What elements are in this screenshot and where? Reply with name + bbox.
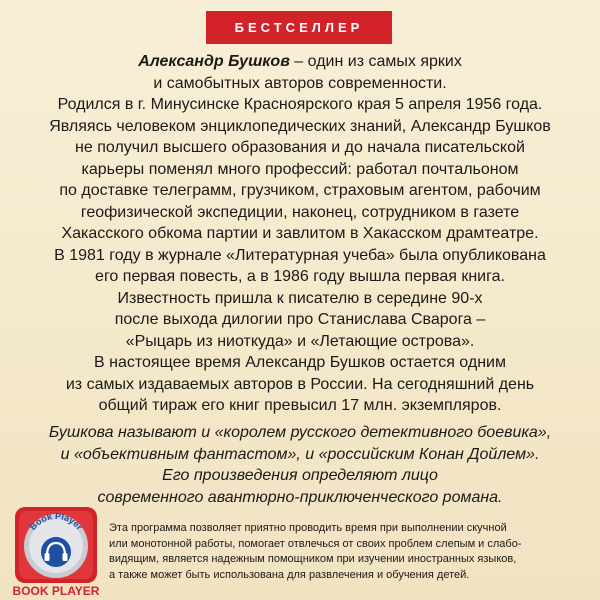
author-biography — [20, 51, 580, 417]
bio-line: после выхода дилогии про Станислава Сварога – — [114, 311, 486, 328]
quote-line: Его произведения определяют лицо — [162, 467, 438, 484]
bestseller-banner — [206, 11, 392, 44]
quote-line: современного авантюрно-приключенческого романа. — [97, 488, 503, 506]
quote-line: Бушкова называют и «королем русского детективного боевика», — [48, 424, 552, 441]
footer-line: или монотонной работы, помогает отвлечься от своих проблем слепым и слабо- — [109, 537, 522, 550]
bio-line-1-rest: – один из самых ярких — [289, 53, 462, 70]
bio-line: В настоящее время Александр Бушков остается одним — [94, 354, 506, 371]
footer-line: а также может быть использована для развлечения и обучения детей. — [109, 568, 470, 581]
logo-caption: BOOK PLAYER — [12, 584, 100, 598]
logo-ring-text: Book Player — [27, 510, 85, 532]
bio-line: Являясь человеком энциклопедических знаний, Александр Бушков — [49, 117, 551, 135]
logo-blue-center — [41, 537, 71, 567]
bio-line: не получил высшего образования и до начала писательской — [75, 139, 525, 156]
bio-line: Известность пришла к писателю в середине 90-х — [117, 289, 483, 307]
footer-line: видящим, является надежным помощником при изучении иностранных языков, — [109, 553, 517, 565]
bio-line: по доставке телеграмм, грузчиком, страховым агентом, рабочим — [59, 182, 541, 199]
bio-line: из самых издаваемых авторов в России. На сегодняшний день — [65, 375, 535, 393]
bestseller-label: БЕСТСЕЛЛЕР — [234, 20, 364, 35]
bio-line: В 1981 году в журнале «Литературная учеба» была опубликована — [54, 246, 546, 264]
bio-line: карьеры поменял много профессий: работал почтальоном — [81, 160, 519, 178]
bio-line: и самобытных авторов современности. — [153, 74, 447, 92]
bio-line: Родился в г. Минусинске Красноярского края 5 апреля 1956 года. — [57, 96, 543, 113]
book-player-logo — [14, 506, 98, 584]
author-name: Александр Бушков — [138, 53, 290, 70]
bio-line: Хакасского обкома партии и завлитом в Хакасском драмтеатре. — [61, 225, 539, 242]
bio-line-1 — [20, 51, 580, 73]
author-quote — [20, 422, 580, 508]
bio-line: геофизической экспедиции, наконец, сотрудником в газете — [80, 203, 520, 221]
footer-line: Эта программа позволяет приятно проводить время при выполнении скучной — [109, 522, 507, 534]
bio-line: «Рыцарь из ниоткуда» и «Летающие острова». — [125, 332, 475, 350]
program-description — [109, 521, 589, 583]
quote-line: и «объективным фантастом», и «российским Конан Дойлем». — [60, 445, 540, 463]
bio-line: общий тираж его книг превысил 17 млн. экземпляров. — [98, 397, 502, 414]
bio-line: его первая повесть, а в 1986 году вышла первая книга. — [95, 268, 505, 285]
